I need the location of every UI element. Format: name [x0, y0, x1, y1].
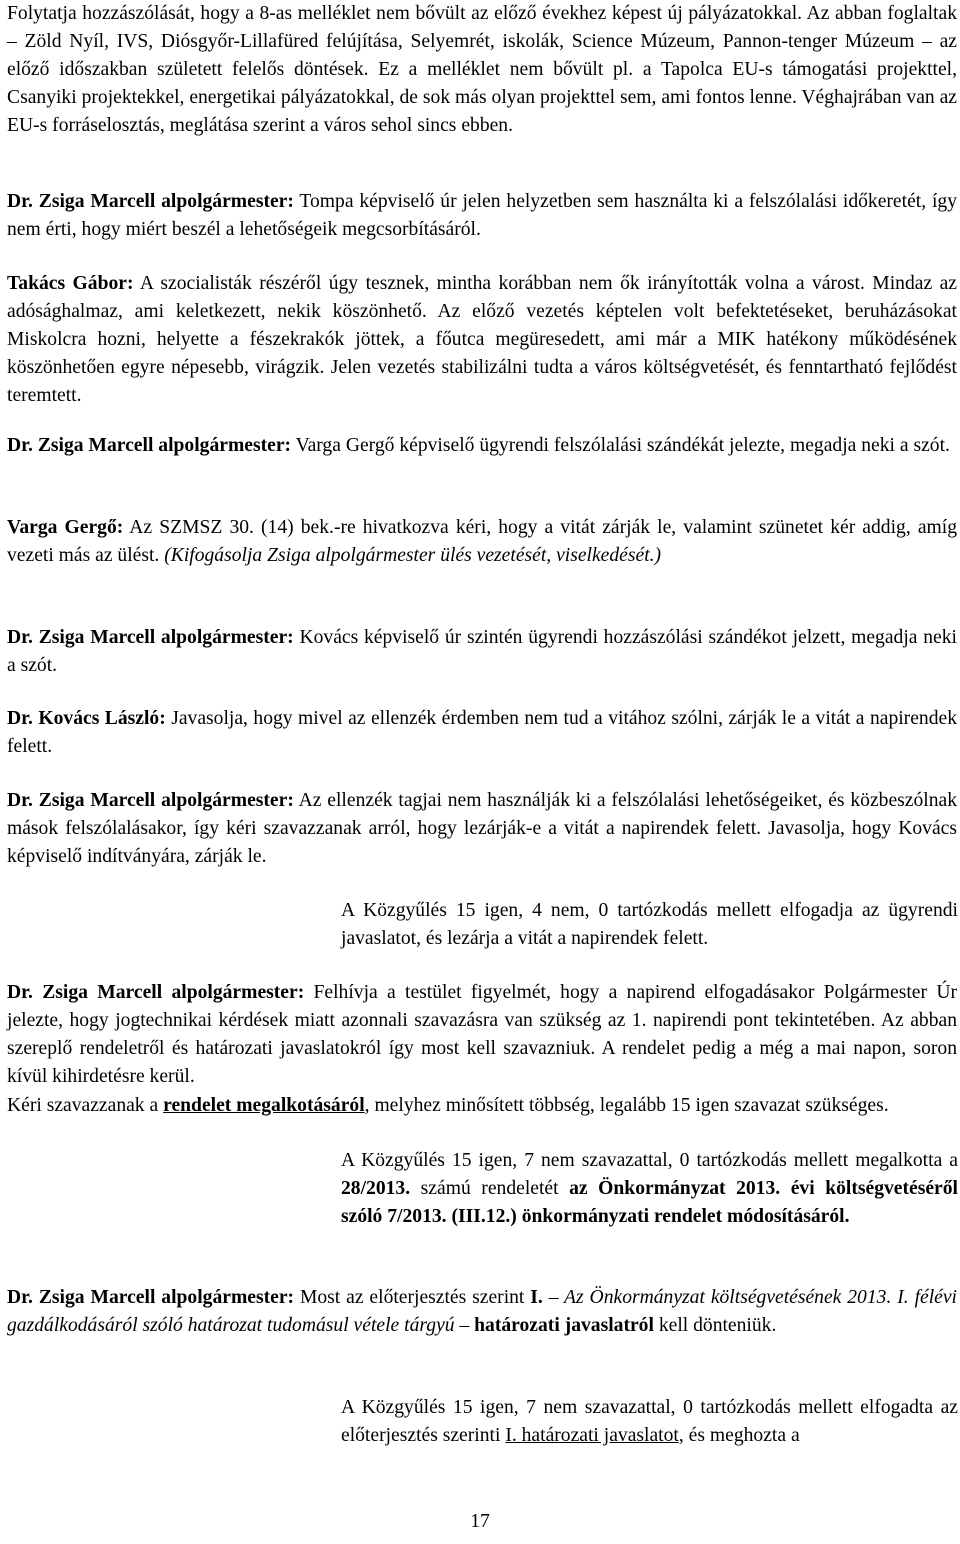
resolution-text: , és meghozta a	[678, 1425, 800, 1446]
paragraph-text: Most az előterjesztés szerint	[294, 1287, 531, 1308]
speaker-name: Dr. Zsiga Marcell alpolgármester:	[7, 191, 294, 212]
paragraph-text: Az ellenzék tagjai nem használják ki a felszólalási lehetőségeiket, és közbeszólnak mások felszólalásakor, így kéri szavazzanak arról, hogy lezárják-e a vitát a napirendek felett. Javasolja, hogy Kovács képviselő indítványára, zárják le.	[7, 790, 957, 867]
speaker-name: Dr. Zsiga Marcell alpolgármester:	[7, 1287, 295, 1308]
roman-numeral: I.	[530, 1287, 543, 1308]
resolution-3	[341, 1394, 958, 1450]
underlined-text: rendelet megalkotásáról	[163, 1095, 365, 1116]
bold-text: határozati javaslatról	[474, 1315, 654, 1336]
speaker-name: Dr. Zsiga Marcell alpolgármester:	[7, 982, 305, 1003]
italic-title: – Az Önkormányzat költségvetésének 2013. I. félévi gazdálkodásáról szóló határozat tudomásul vétele tárgyú –	[7, 1287, 957, 1336]
resolution-1	[341, 897, 958, 953]
paragraph-zsiga-4	[7, 787, 957, 871]
resolution-text: számú rendeletét	[410, 1178, 570, 1199]
paragraph-text: kell dönteniük.	[653, 1315, 777, 1336]
speaker-name: Varga Gergő:	[7, 517, 124, 538]
paragraph-varga	[7, 514, 957, 570]
paragraph-text: Javasolja, hogy mivel az ellenzék érdemben nem tud a vitához szólni, zárják le a vitát a napirendek felett.	[7, 708, 957, 757]
paragraph-zsiga-5	[7, 979, 957, 1091]
resolution-text: A Közgyűlés 15 igen, 7 nem szavazattal, 0 tartózkodás mellett megalkotta a	[341, 1150, 958, 1171]
speaker-name: Dr. Zsiga Marcell alpolgármester:	[7, 627, 294, 648]
paragraph-continuation	[7, 0, 957, 140]
speaker-name: Takács Gábor:	[7, 273, 134, 294]
paragraph-zsiga-2	[7, 432, 957, 460]
page-number: 17	[470, 1511, 490, 1532]
paragraph-vote-request	[7, 1092, 957, 1120]
resolution-2	[341, 1147, 958, 1231]
paragraph-zsiga-6	[7, 1284, 957, 1340]
speaker-name: Dr. Kovács László:	[7, 708, 166, 729]
paragraph-text: Varga Gergő képviselő ügyrendi felszólalási szándékát jelezte, megadja neki a szót.	[291, 435, 950, 456]
paragraph-text: A szocialisták részéről úgy tesznek, mintha korábban nem ők irányították volna a várost. Mindaz az adósághalmaz, ami keletkezett, nekik köszönhető. Az előző vezetés képtelen volt befektetéseket, beruházásokat Miskolcra hozni, helyette a fészekrakók jöttek, a főutca megüresedett, ami már a MIK hatékony működésének köszönhetően egyre népesebb, virágzik. Jelen vezetés stabilizálni tudta a város költségvetését, és fenntartható fejlődést teremtett.	[7, 273, 957, 406]
speaker-name: Dr. Zsiga Marcell alpolgármester:	[7, 435, 292, 456]
paragraph-text: Folytatja hozzászólását, hogy a 8-as melléklet nem bővült az előző évekhez képest új pályázatokkal. Az abban foglaltak – Zöld Nyíl, IVS, Diósgyőr-Lillafüred felújítása, Selyemrét, iskolák, Science Múzeum, Pannon-tenger Múzeum – az előző időszakban született felelős döntések. Ez a melléklet nem bővült pl. a Tapolca EU-s támogatási projekttel, Csanyiki projektekkel, energetikai pályázatokkal, de sok más olyan projekttel sem, ami fontos lenne. Véghajrában van az EU-s forráselosztás, meglátása szerint a város sehol sincs ebben.	[7, 3, 957, 136]
paragraph-kovacs	[7, 705, 957, 761]
paragraph-takacs	[7, 270, 957, 410]
paragraph-zsiga-3	[7, 624, 957, 680]
paragraph-text: Kovács képviselő úr szintén ügyrendi hozzászólási szándékot jelzett, megadja neki a szót.	[7, 627, 957, 676]
paragraph-text: Felhívja a testület figyelmét, hogy a napirend elfogadásakor Polgármester Úr jelezte, hogy jogtechnikai kérdések miatt azonnali szavazásra van szükség az 1. napirendi pont tekintetében. Az abban szereplő rendeletről és határozati javaslatokról így most kell szavazniuk. A rendelet pedig a még a mai napon, soron kívül kihirdetésre kerül.	[7, 982, 957, 1087]
paragraph-text: Kéri szavazzanak a	[7, 1095, 164, 1116]
speaker-name: Dr. Zsiga Marcell alpolgármester:	[7, 790, 294, 811]
paragraph-text: , melyhez minősített többség, legalább 15 igen szavazat szükséges.	[364, 1095, 889, 1116]
paragraph-text: Az SZMSZ 30. (14) bek.-re hivatkozva kéri, hogy a vitát zárják le, valamint szünetet kér addig, amíg vezeti más az ülést.	[7, 517, 957, 566]
paragraph-text: Tompa képviselő úr jelen helyzetben sem használta ki a felszólalási időkeretét, így nem érti, hogy miért beszél a lehetőségeik megcsorbításáról.	[7, 191, 957, 240]
decree-number: 28/2013.	[341, 1178, 411, 1199]
resolution-text: A Közgyűlés 15 igen, 4 nem, 0 tartózkodás mellett elfogadja az ügyrendi javaslatot, és lezárja a vitát a napirendek felett.	[341, 900, 958, 949]
italic-remark: (Kifogásolja Zsiga alpolgármester ülés vezetését, viselkedését.)	[164, 545, 662, 566]
decree-title: az Önkormányzat 2013. évi költségvetéséről szóló 7/2013. (III.12.) önkormányzati rendelet módosításáról.	[341, 1178, 958, 1227]
underlined-text: I. határozati javaslatot	[505, 1425, 679, 1446]
paragraph-zsiga-1	[7, 188, 957, 244]
resolution-text: A Közgyűlés 15 igen, 7 nem szavazattal, 0 tartózkodás mellett elfogadta az előterjesztés szerinti	[341, 1397, 958, 1446]
